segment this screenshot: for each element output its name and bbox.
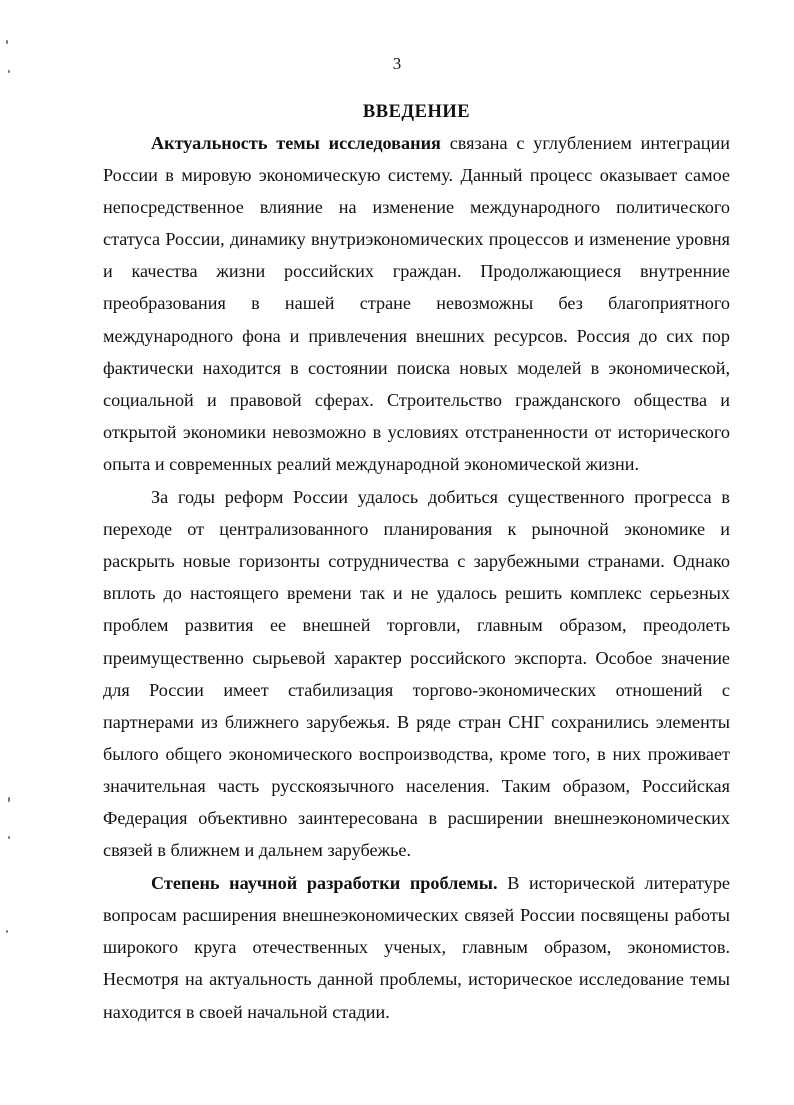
- scan-artifact: [8, 836, 10, 839]
- paragraph-reforms: [103, 481, 730, 866]
- paragraph-lead: Степень научной разработки проблемы.: [151, 873, 498, 894]
- scan-artifact: [6, 930, 8, 933]
- paragraph-text: связана с углублением интеграции России в мировую экономическую систему. Данный процесс оказывает самое непосредственное влияние на изменение международного политического статуса России, динамику внутриэкономических процессов и изменение уровня и качества жизни российских граждан. Продолжающиеся внутренние преобразования в нашей стране невозможны без благоприятного международного фона и привлечения внешних ресурсов. Россия до сих пор фактически находится в состоянии поиска новых моделей в экономической, социальной и правовой сферах. Строительство гражданского общества и открытой экономики невозможно в условиях отстраненности от исторического опыта и современных реалий международной экономической жизни.: [103, 133, 730, 474]
- paragraph-text: За годы реформ России удалось добиться существенного прогресса в переходе от централизованного планирования к рыночной экономике и раскрыть новые горизонты сотрудничества с зарубежными странами. Однако вплоть до настоящего времени так и не удалось решить комплекс серьезных проблем развития ее внешней торговли, главным образом, преодолеть преимущественно сырьевой характер российского экспорта. Особое значение для России имеет стабилизация торгово-экономических отношений с партнерами из ближнего зарубежья. В ряде стран СНГ сохранились элементы былого общего экономического воспроизводства, кроме того, в них проживает значительная часть русскоязычного населения. Таким образом, Российская Федерация объективно заинтересована в расширении внешнеэкономических связей в ближнем и дальнем зарубежье.: [103, 487, 730, 861]
- page-number: 3: [392, 54, 402, 73]
- paragraph-research-degree: [103, 867, 730, 1027]
- section-heading: ВВЕДЕНИЕ: [362, 102, 471, 122]
- scan-artifact: [6, 40, 8, 44]
- paragraph-text: В исторической литературе вопросам расширения внешнеэкономических связей России посвящены работы широкого круга отечественных ученых, главным образом, экономистов. Несмотря на актуальность данной проблемы, историческое исследование темы находится в своей начальной стадии.: [103, 873, 730, 1022]
- scan-artifact: [8, 797, 10, 802]
- paragraph-lead: Актуальность темы исследования: [151, 133, 441, 153]
- paragraph-relevance: [103, 127, 730, 480]
- body-text: [103, 127, 730, 1028]
